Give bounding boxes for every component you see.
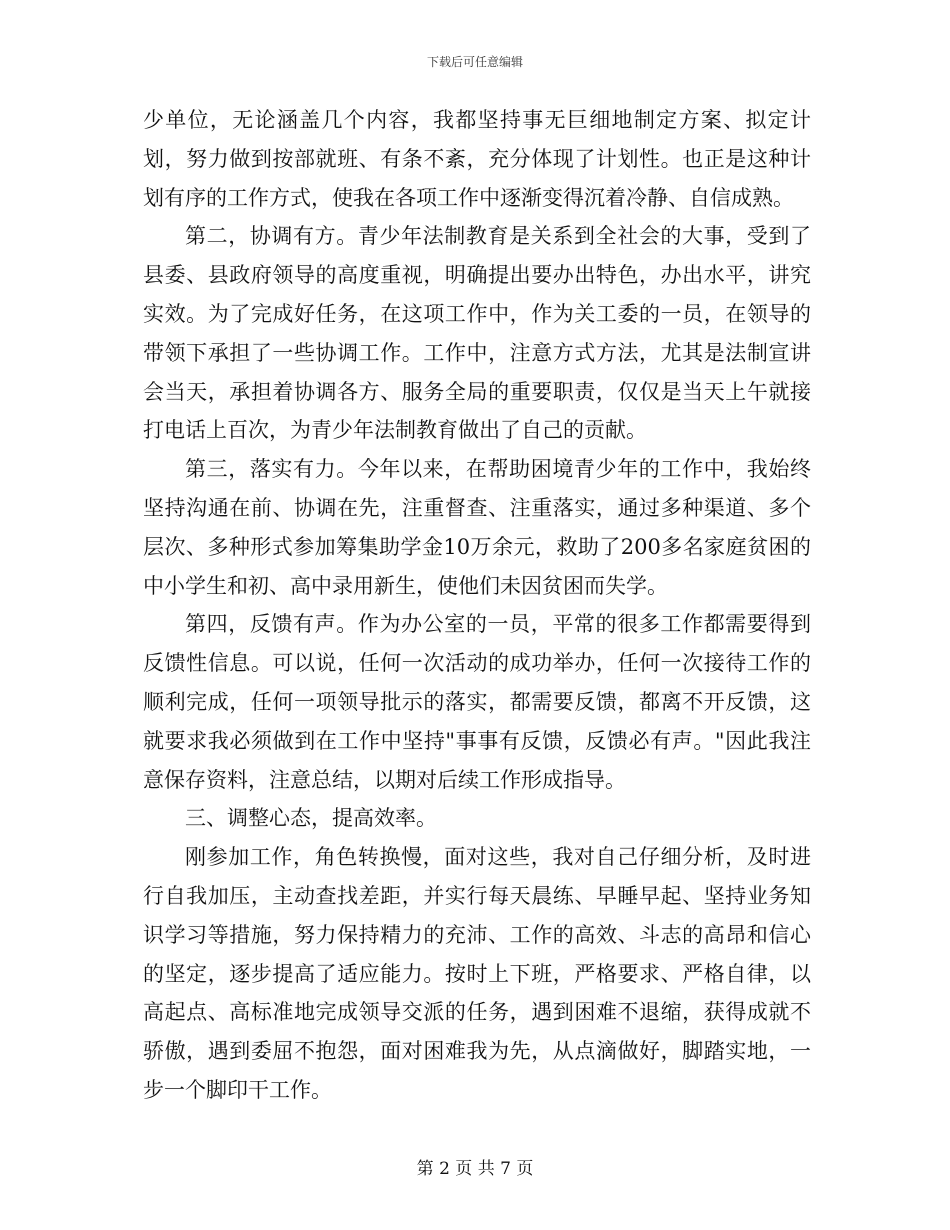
paragraph-feedback: 第四，反馈有声。作为办公室的一员，平常的很多工作都需要得到反馈性信息。可以说，任何一次活动的成功举办，任何一次接待工作的顺利完成，任何一项领导批示的落实，都需要反馈，都离不开反馈，这就要求我必须做到在工作中坚持"事事有反馈，反馈必有声。"因此我注意保存资料，注意总结，以期对后续工作形成指导。 xyxy=(143,612,811,792)
page-number: 第 2 页 共 7 页 xyxy=(416,1159,534,1179)
paragraph-continuation: 少单位，无论涵盖几个内容，我都坚持事无巨细地制定方案、拟定计划，努力做到按部就班、有条不紊，充分体现了计划性。也正是这种计划有序的工作方式，使我在各项工作中逐渐变得沉着冷静、自信成熟。 xyxy=(143,108,811,210)
paragraph-coordination: 第二，协调有方。青少年法制教育是关系到全社会的大事，受到了县委、县政府领导的高度重视，明确提出要办出特色，办出水平，讲究实效。为了完成好任务，在这项工作中，作为关工委的一员，在领导的带领下承担了一些协调工作。工作中，注意方式方法，尤其是法制宣讲会当天，承担着协调各方、服务全局的重要职责，仅仅是当天上午就接打电话上百次，为青少年法制教育做出了自己的贡献。 xyxy=(143,224,811,443)
header-note: 下载后可任意编辑 xyxy=(426,55,523,69)
document-body xyxy=(143,101,811,1110)
paragraph-implementation: 第三，落实有力。今年以来，在帮助困境青少年的工作中，我始终坚持沟通在前、协调在先，注重督查、注重落实，通过多种渠道、多个层次、多种形式参加筹集助学金10万余元，救助了200多名家庭贫困的中小学生和初、高中录用新生，使他们未因贫困而失学。 xyxy=(143,457,811,598)
section-heading: 三、调整心态，提高效率。 xyxy=(185,806,437,831)
paragraph-attitude: 刚参加工作，角色转换慢，面对这些，我对自己仔细分析，及时进行自我加压，主动查找差距，并实行每天晨练、早睡早起、坚持业务知识学习等措施，努力保持精力的充沛、工作的高效、斗志的高昂和信心的坚定，逐步提高了适应能力。按时上下班，严格要求、严格自律，以高起点、高标准地完成领导交派的任务，遇到困难不退缩，获得成就不骄傲，遇到委屈不抱怨，面对困难我为先，从点滴做好，脚踏实地，一步一个脚印干工作。 xyxy=(143,845,811,1102)
